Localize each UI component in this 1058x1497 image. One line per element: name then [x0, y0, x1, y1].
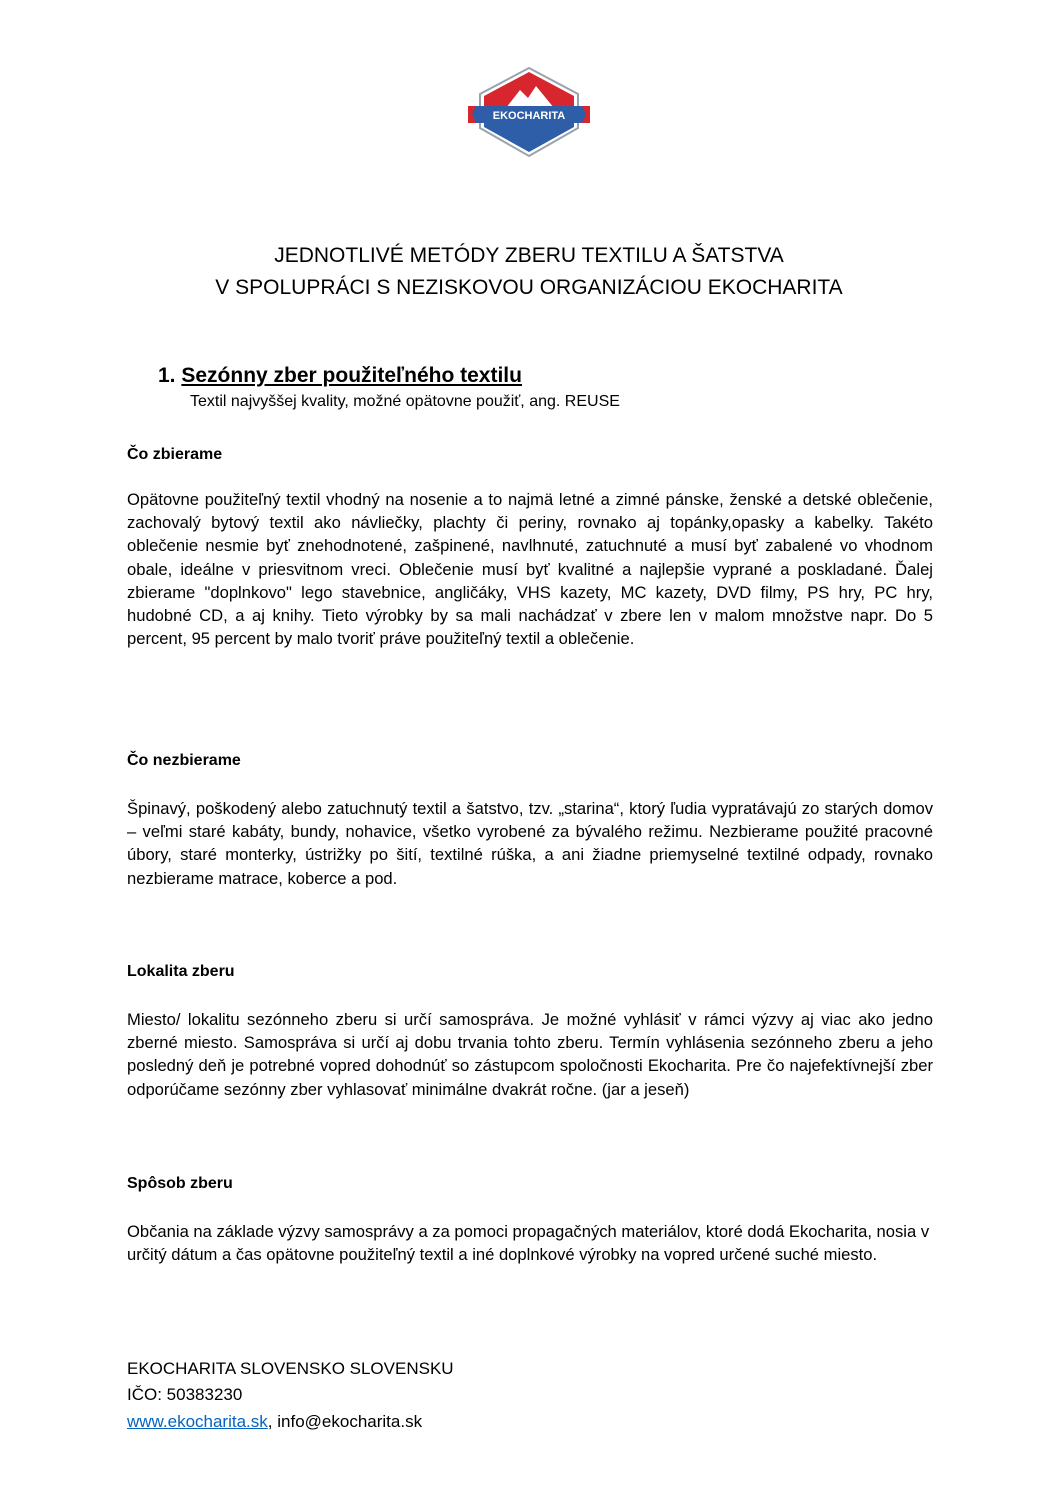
paragraph-collection-method: Občania na základe výzvy samosprávy a za pomoci propagačných materiálov, ktoré dodá Ekocharita, nosia v určitý dátum a čas opätovne použiteľný textil a iné doplnkové výrobky na vopred určené suché miesto.: [127, 1222, 930, 1265]
title-line-2: V SPOLUPRÁCI S NEZISKOVOU ORGANIZÁCIOU EKOCHARITA: [215, 276, 843, 299]
footer-separator: ,: [267, 1412, 273, 1431]
heading-what-we-collect: Čo zbierame: [127, 446, 223, 463]
footer-email: info@ekocharita.sk: [277, 1412, 423, 1431]
website-link[interactable]: www.ekocharita.sk: [127, 1412, 268, 1431]
paragraph-what-we-dont-collect: Špinavý, poškodený alebo zatuchnutý textil a šatstvo, tzv. „starina“, ktorý ľudia vypratávajú zo starých domov – veľmi staré kabáty, bundy, nohavice, všetko vyrobené za bývalého režimu. Nezbierame použité pracovné úbory, staré monterky, ústrižky po šití, textilné rúška, a ani žiadne priemyselné textilné odpady, rovnako nezbierame matrace, koberce a pod.: [127, 799, 933, 888]
heading-what-we-dont-collect: Čo nezbierame: [127, 752, 241, 769]
paragraph-what-we-collect: Opätovne použiteľný textil vhodný na nosenie a to najmä letné a zimné pánske, ženské a detské oblečenie, zachovalý bytový textil ako návliečky, plachty či periny, rovnako aj topánky,opasky a kabelky. Takéto oblečenie nesmie byť znehodnotené, zašpinené, navlhnuté, zatuchnuté a musí byť zabalené vo vhodnom obale, ideálne v priesvitnom vreci. Oblečenie musí byť kvalitné a najlepšie vyprané a poskladané. Ďalej zbierame "doplnkovo" lego stavebnice, angličáky, VHS kazety, MC kazety, DVD filmy, PS hry, PC hry, hudobné CD, a aj knihy. Tieto výrobky by sa mali nachádzať v zbere len v malom množstve napr. Do 5 percent, 95 percent by malo tvoriť práve použiteľný textil a oblečenie.: [127, 490, 933, 649]
heading-collection-location: Lokalita zberu: [127, 963, 235, 980]
paragraph-collection-location: Miesto/ lokalitu sezónneho zberu si určí samospráva. Je možné vyhlásiť v rámci výzvy aj viac ako jedno zberné miesto. Samospráva si určí aj dobu trvania tohto zberu. Termín vyhlásenia sezónneho zberu a jeho posledný deň je potrebné vopred dohodnúť so zástupcom spoločnosti Ekocharita. Pre čo najefektívnejší zber odporúčame sezónny zber vyhlasovať minimálne dvakrát ročne. (jar a jeseň): [127, 1010, 933, 1099]
section-title: Sezónny zber použiteľného textilu: [181, 364, 522, 387]
title-line-1: JEDNOTLIVÉ METÓDY ZBERU TEXTILU A ŠATSTVA: [274, 244, 784, 267]
footer-organization: EKOCHARITA SLOVENSKO SLOVENSKU: [127, 1359, 454, 1378]
section-heading: [158, 363, 522, 389]
section-number: 1.: [158, 364, 176, 387]
ekocharita-logo: [466, 66, 592, 158]
footer-ico: IČO: 50383230: [127, 1385, 243, 1404]
section-subtitle: Textil najvyššej kvality, možné opätovne použiť, ang. REUSE: [190, 393, 620, 410]
heading-collection-method: Spôsob zberu: [127, 1175, 233, 1192]
footer-contacts: [127, 1409, 422, 1435]
logo-text: EKOCHARITA: [492, 110, 566, 122]
